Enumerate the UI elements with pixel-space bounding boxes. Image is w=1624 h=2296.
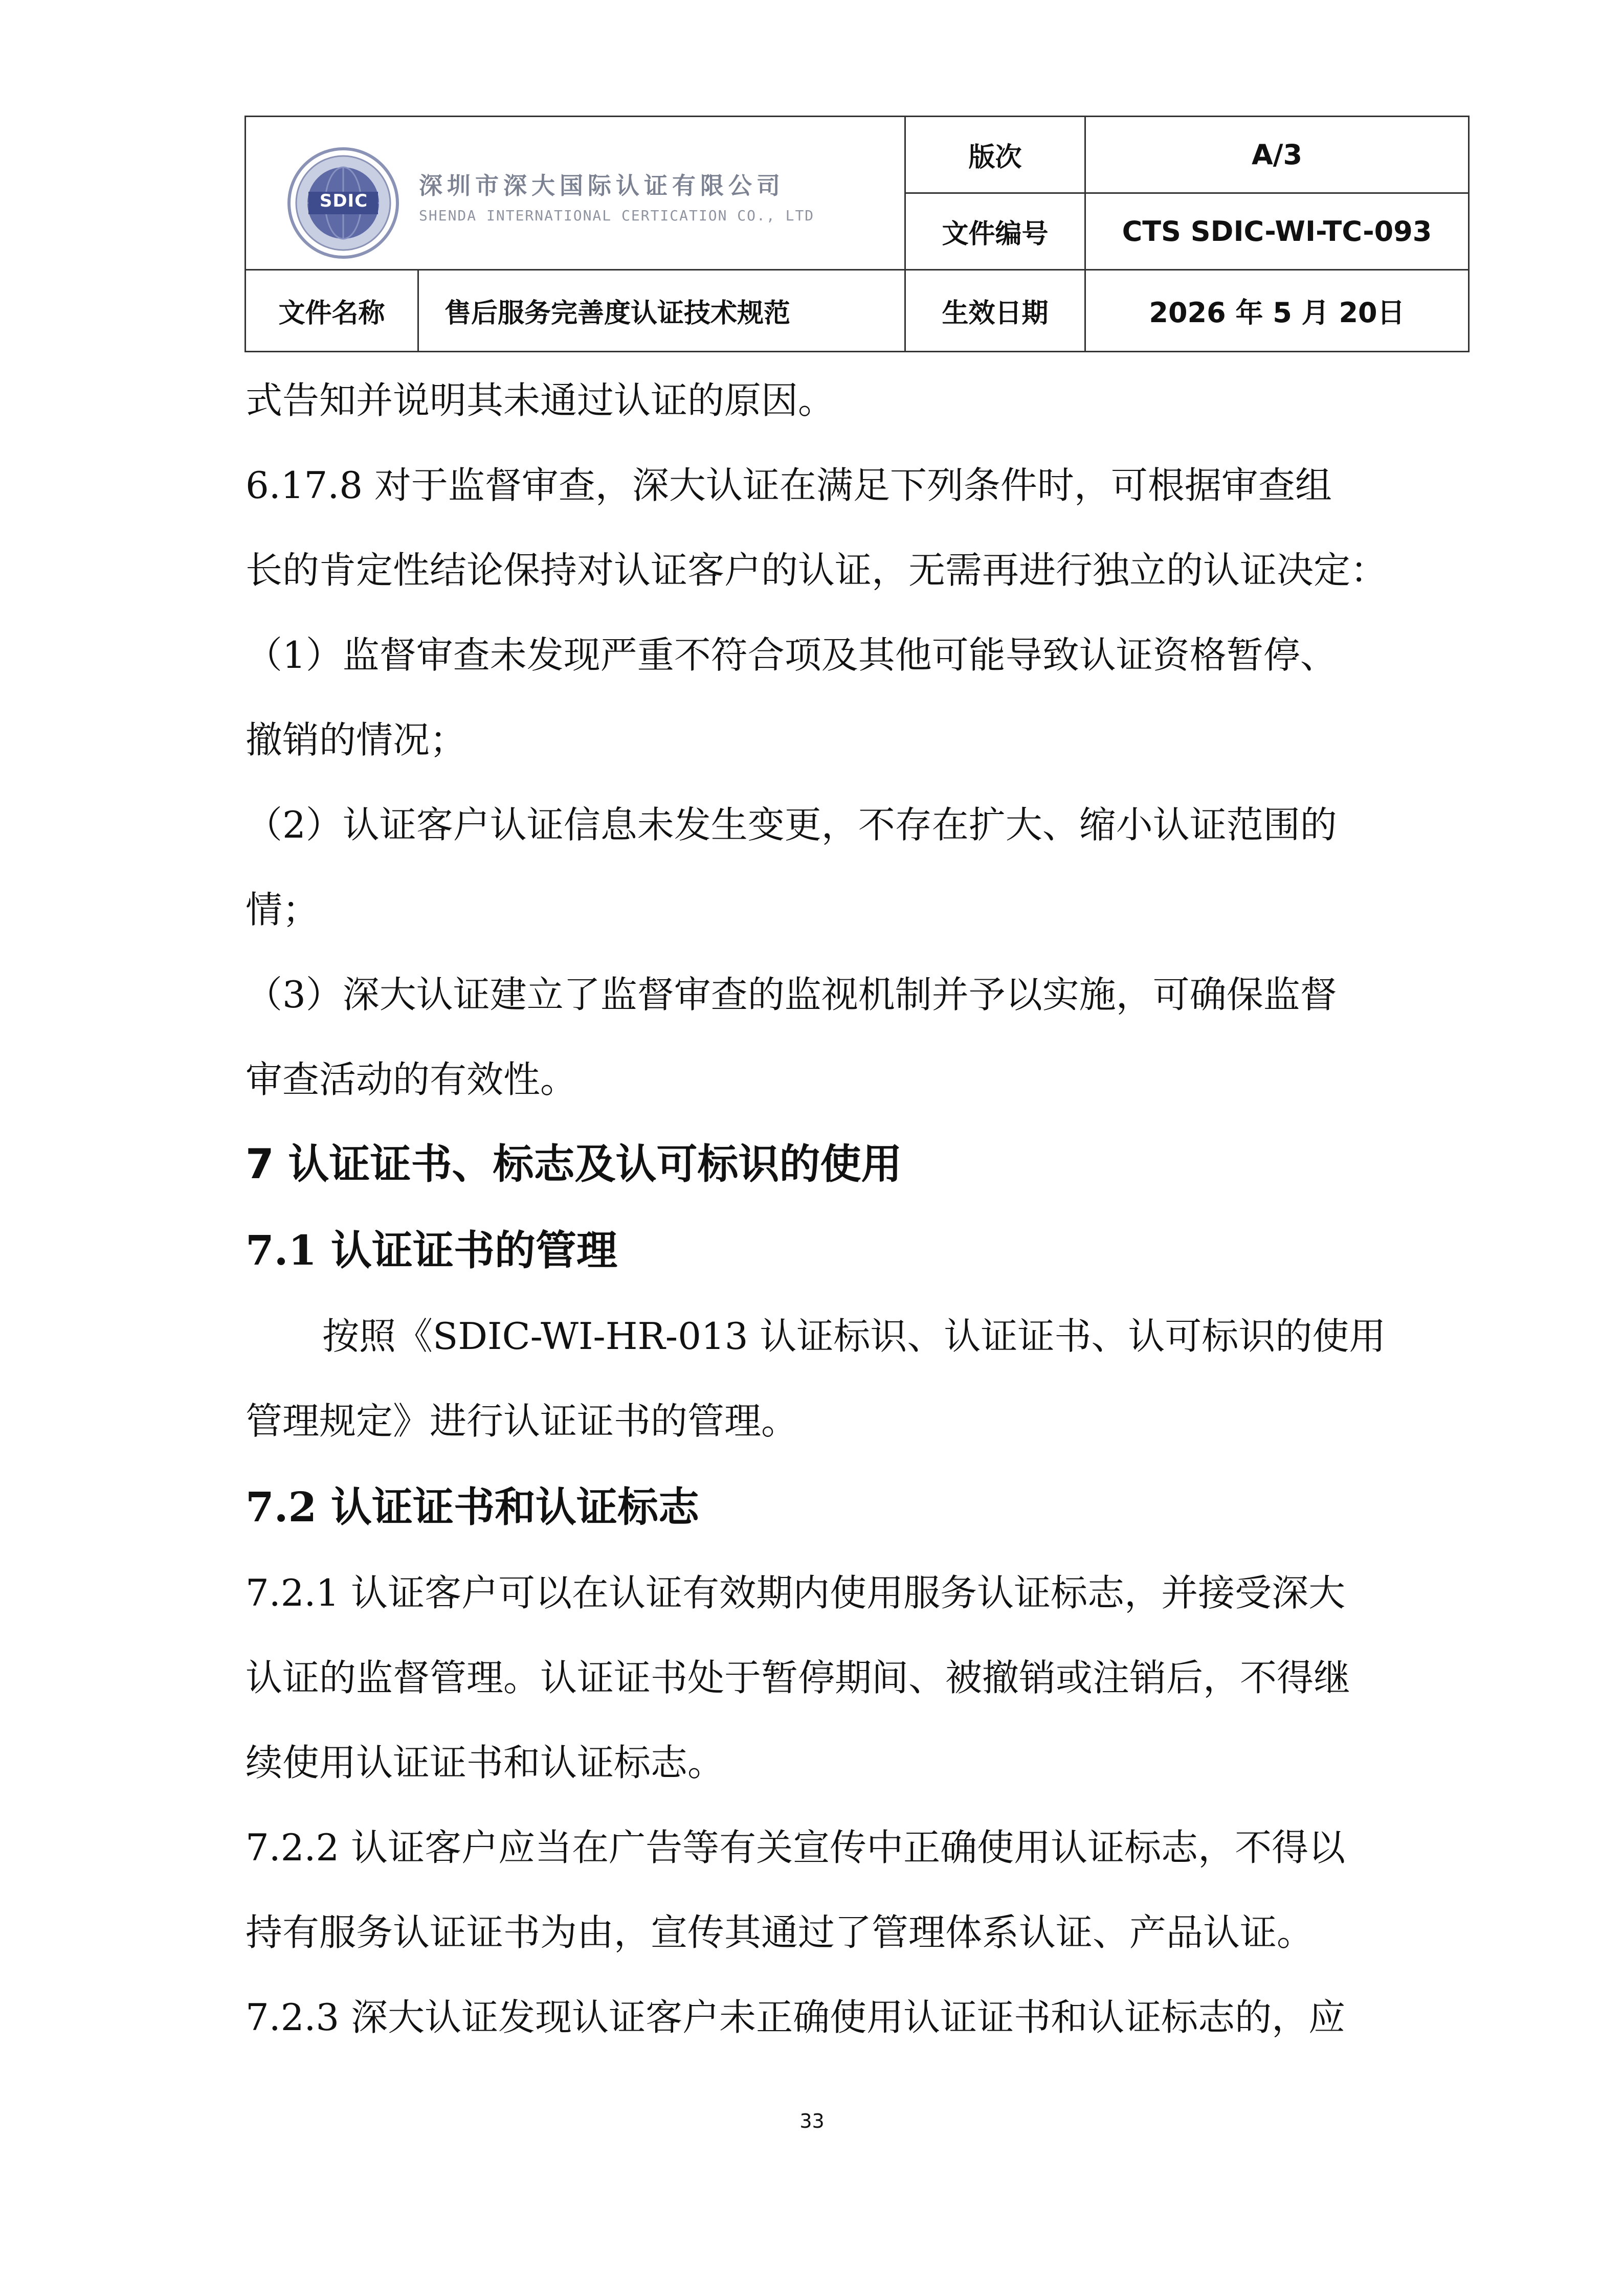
paragraph-line: 7.2.3 深大认证发现认证客户未正确使用认证证书和认证标志的，应: [246, 1996, 1346, 2039]
paragraph-line: 持有服务认证证书为由，宣传其通过了管理体系认证、产品认证。: [246, 1911, 1314, 1954]
document-body: [246, 358, 1396, 2060]
paragraph-line: 情；: [246, 888, 320, 931]
section-7-2-heading: 7.2 认证证书和认证标志: [246, 1483, 700, 1531]
paragraph-line: 式告知并说明其未通过认证的原因。: [246, 379, 835, 422]
paragraph-line: 7.2.2 认证客户应当在广告等有关宣传中正确使用认证标志，不得以: [246, 1826, 1346, 1869]
company-name-cn: 深圳市深大国际认证有限公司: [419, 172, 785, 199]
paragraph-line: （1）监督审查未发现严重不符合项及其他可能导致认证资格暂停、: [246, 634, 1337, 677]
paragraph-line: 管理规定》进行认证证书的管理。: [246, 1400, 798, 1443]
paragraph-line: 认证的监督管理。认证证书处于暂停期间、被撤销或注销后，不得继: [246, 1656, 1351, 1699]
paragraph-line: 撤销的情况；: [246, 718, 467, 761]
doc-number-value: CTS SDIC-WI-TC-093: [1085, 193, 1469, 270]
version-label: 版次: [905, 117, 1085, 193]
company-logo: [287, 147, 1054, 269]
doc-name-label: 文件名称: [246, 270, 418, 352]
document-header-table: [244, 116, 1470, 352]
doc-name-value: 售后服务完善度认证技术规范: [418, 270, 905, 352]
paragraph-line: 审查活动的有效性。: [246, 1058, 577, 1101]
section-7-heading: 7 认证证书、标志及认可标识的使用: [246, 1140, 902, 1188]
seal-label: SDIC: [319, 191, 368, 211]
paragraph-line: 6.17.8 对于监督审查，深大认证在满足下列条件时，可根据审查组: [246, 464, 1332, 507]
paragraph-line: （3）深大认证建立了监督审查的监视机制并予以实施，可确保监督: [246, 973, 1337, 1016]
page-number: 33: [799, 2110, 825, 2132]
effective-date-label: 生效日期: [905, 270, 1085, 352]
doc-number-label: 文件编号: [905, 193, 1085, 270]
section-7-1-heading: 7.1 认证证书的管理: [246, 1226, 618, 1274]
company-logo-cell: [246, 117, 905, 270]
effective-date-value: 2026 年 5 月 20日: [1085, 270, 1469, 352]
paragraph-line: （2）认证客户认证信息未发生变更，不存在扩大、缩小认证范围的: [246, 803, 1337, 846]
version-value: A/3: [1085, 117, 1469, 193]
paragraph-line: 长的肯定性结论保持对认证客户的认证，无需再进行独立的认证决定：: [246, 549, 1388, 592]
paragraph-line: 续使用认证证书和认证标志。: [246, 1741, 725, 1784]
paragraph-line: 7.2.1 认证客户可以在认证有效期内使用服务认证标志，并接受深大: [246, 1571, 1346, 1614]
paragraph-line: 按照《SDIC-WI-HR-013 认证标识、认证证书、认可标识的使用: [322, 1315, 1386, 1358]
company-name-en: SHENDA INTERNATIONAL CERTICATION CO., LTD: [419, 207, 815, 224]
